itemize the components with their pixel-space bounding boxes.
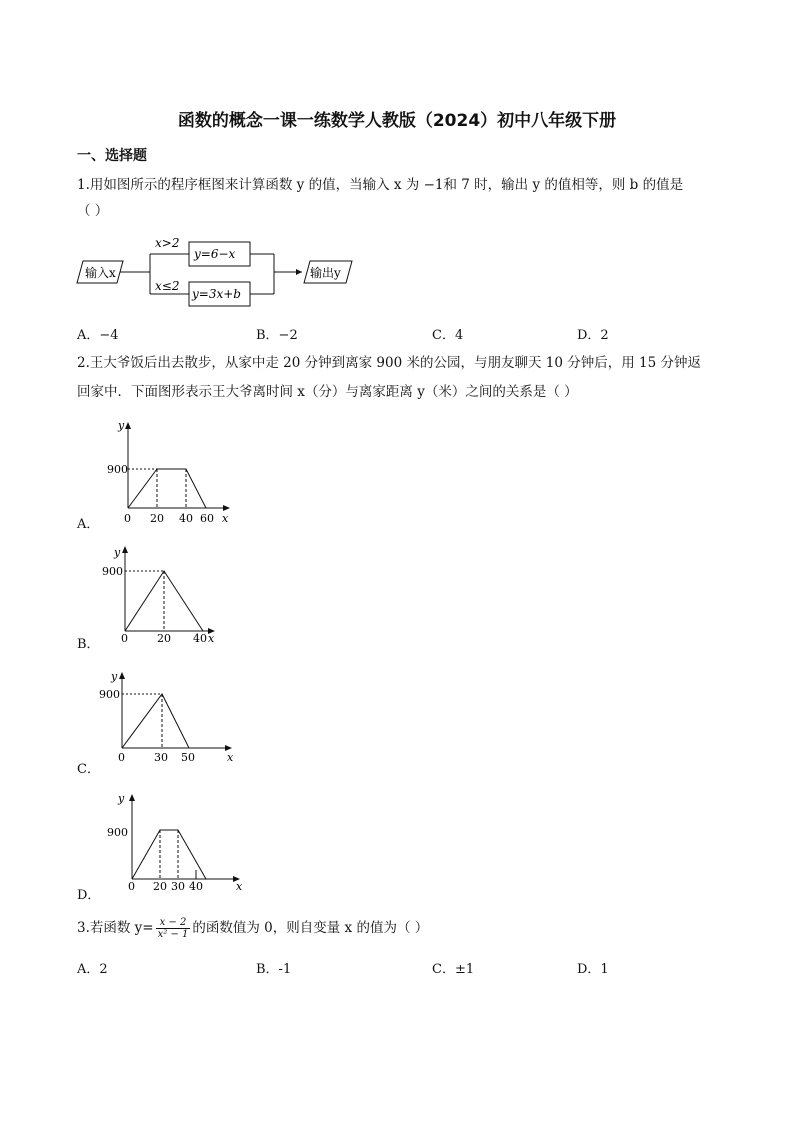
q2-option-c-label[interactable]: C．	[77, 762, 100, 777]
graph-c-xaxis: x	[227, 751, 234, 764]
cond-bottom: x≤2	[155, 279, 180, 293]
graph-a-tick-1: 20	[150, 512, 164, 525]
q2-option-a-label[interactable]: A．	[77, 517, 100, 532]
q2-option-b-label[interactable]: B．	[77, 637, 100, 652]
q1-flowchart	[75, 232, 365, 312]
q2-text-line2: 回家中．下面图形表示王大爷离时间 x（分）与离家距离 y（米）之间的关系是（ ）	[77, 384, 578, 400]
q3-numerator: x − 2	[156, 917, 191, 929]
graph-c-yaxis: y	[111, 670, 118, 683]
q1-text-line2: （ ）	[77, 203, 109, 219]
q3-text	[77, 915, 428, 941]
q2-option-d-label[interactable]: D．	[77, 888, 101, 903]
q1-option-a[interactable]: A．−4	[77, 328, 119, 343]
q2-graph-c	[94, 664, 244, 768]
q3-option-d[interactable]: D．1	[577, 962, 609, 977]
graph-a-tick-3: 60	[200, 512, 214, 525]
graph-c-tick-1: 30	[154, 751, 168, 764]
q3-prefix: 3.若函数 y=	[77, 920, 154, 936]
graph-b-yaxis: y	[114, 546, 121, 559]
q1-option-b[interactable]: B．−2	[256, 328, 298, 343]
graph-b-ylabel: 900	[102, 565, 123, 578]
q1-text-line1: 1.用如图所示的程序框图来计算函数 y 的值，当输入 x 为 −1和 7 时，输出 y 的值相等，则 b 的值是	[77, 177, 684, 193]
graph-c-tick-2: 50	[181, 751, 195, 764]
q3-suffix: 的函数值为 0，则自变量 x 的值为（ ）	[192, 920, 429, 936]
graph-d-yaxis: y	[118, 792, 125, 805]
q2-graph-d	[104, 788, 254, 896]
flow-output: 输出y	[310, 266, 341, 280]
graph-a-xaxis: x	[222, 512, 229, 525]
q2-graph-a	[100, 416, 250, 528]
graph-d-ylabel: 900	[107, 826, 128, 839]
q3-option-c[interactable]: C．±1	[432, 962, 475, 977]
graph-b-xaxis: x	[208, 632, 215, 645]
graph-a-yaxis: y	[118, 419, 125, 432]
q3-denominator: x² − 1	[157, 929, 189, 940]
flow-input: 输入x	[85, 266, 116, 280]
section-heading: 一、选择题	[77, 148, 147, 164]
graph-a-origin: 0	[124, 512, 131, 525]
q2-graph-b	[97, 540, 237, 648]
graph-d-origin: 0	[128, 880, 135, 893]
graph-b-tick-1: 20	[157, 632, 171, 645]
graph-a-tick-2: 40	[179, 512, 193, 525]
box-top-text: y=6−x	[194, 247, 236, 261]
graph-d-tick-3: 40	[189, 880, 203, 893]
page-title: 函数的概念一课一练数学人教版（2024）初中八年级下册	[177, 111, 617, 131]
q3-fraction	[156, 917, 191, 940]
graph-a-ylabel: 900	[107, 463, 128, 476]
q3-option-a[interactable]: A．2	[77, 962, 108, 977]
q3-option-b[interactable]: B．-1	[256, 962, 292, 977]
q1-option-d[interactable]: D．2	[577, 328, 609, 343]
box-bottom-text: y=3x+b	[192, 287, 241, 301]
q2-text-line1: 2.王大爷饭后出去散步，从家中走 20 分钟到离家 900 米的公园，与朋友聊天 10 分钟后，用 15 分钟返	[77, 355, 702, 371]
graph-d-xaxis: x	[236, 880, 243, 893]
graph-b-origin: 0	[121, 632, 128, 645]
graph-d-tick-2: 30	[171, 880, 185, 893]
q1-option-c[interactable]: C．4	[432, 328, 464, 343]
graph-d-tick-1: 20	[153, 880, 167, 893]
cond-top: x>2	[155, 236, 180, 250]
graph-b-tick-2: 40	[193, 632, 207, 645]
graph-c-origin: 0	[118, 751, 125, 764]
graph-c-ylabel: 900	[99, 688, 120, 701]
